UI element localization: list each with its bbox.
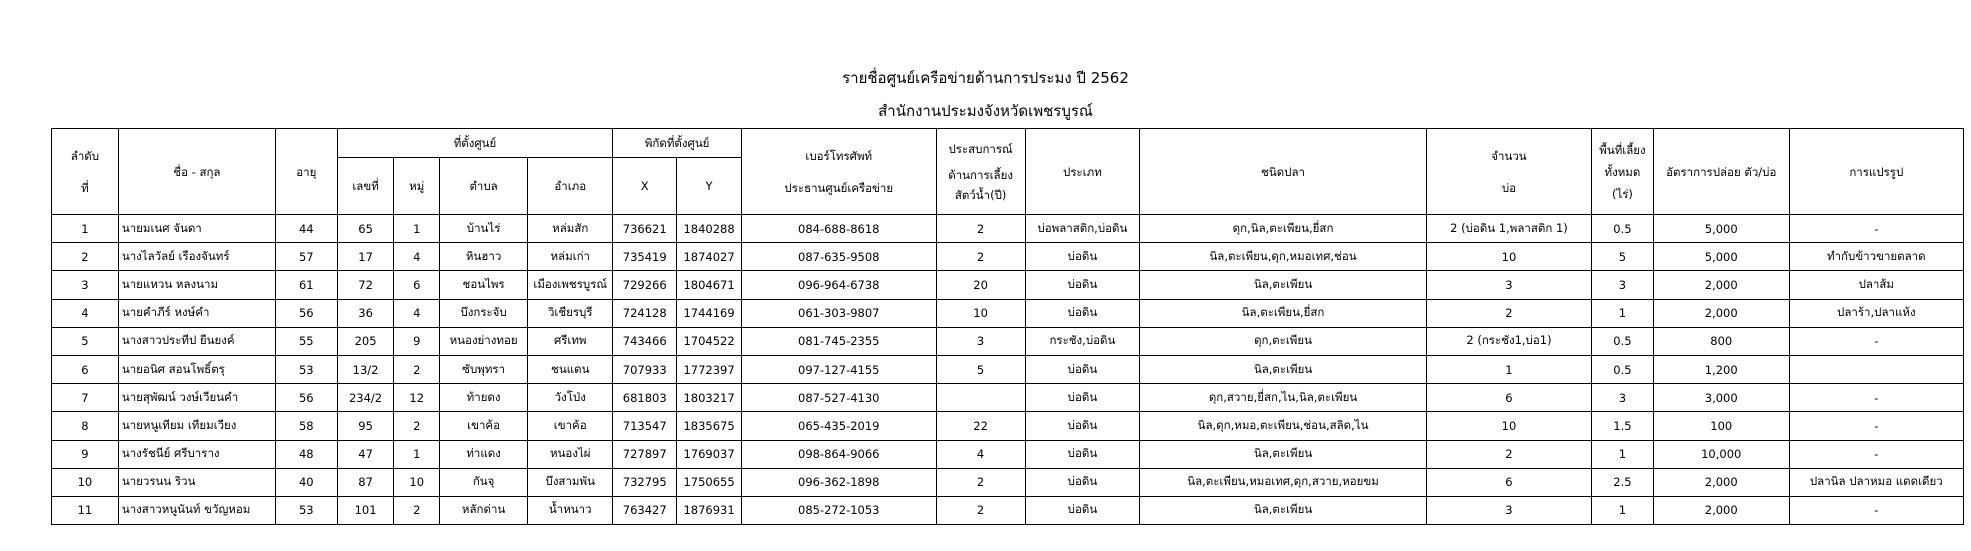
cell-type: บ่อดิน <box>1025 243 1139 271</box>
cell-name: นางไลวัลย์ เรืองจันทร์ <box>118 243 275 271</box>
cell-fish: นิล,ตะเพียน <box>1140 355 1427 383</box>
cell-processing: ทำกับข้าวขายตลาด <box>1789 243 1963 271</box>
cell-tambon: กันจุ <box>440 468 528 496</box>
header-tambon: ตำบล <box>440 158 528 215</box>
cell-tambon: ท้ายดง <box>440 384 528 412</box>
cell-phone: 097-127-4155 <box>741 355 936 383</box>
header-fish: ชนิดปลา <box>1140 129 1427 215</box>
cell-house-no: 101 <box>337 496 394 524</box>
cell-name: นายมเนศ จันดา <box>118 215 275 243</box>
cell-name: นายคำภีร์ หงษ์คำ <box>118 299 275 327</box>
cell-no: 2 <box>52 243 119 271</box>
cell-x: 736621 <box>613 215 677 243</box>
cell-x: 727897 <box>613 440 677 468</box>
cell-processing: - <box>1789 327 1963 355</box>
cell-release-rate: 3,000 <box>1653 384 1789 412</box>
table-row <box>52 299 1964 327</box>
cell-house-no: 17 <box>337 243 394 271</box>
cell-area: 1.5 <box>1592 412 1654 440</box>
cell-experience: 3 <box>936 327 1025 355</box>
table-body <box>52 215 1964 525</box>
cell-processing: - <box>1789 384 1963 412</box>
header-no-line1: ลำดับ <box>70 148 100 163</box>
header-x: X <box>613 158 677 215</box>
cell-tambon: ซับพุทรา <box>440 355 528 383</box>
cell-processing: ปลาร้า,ปลาแห้ง <box>1789 299 1963 327</box>
table-row <box>52 412 1964 440</box>
cell-house-no: 65 <box>337 215 394 243</box>
cell-experience: 22 <box>936 412 1025 440</box>
cell-age: 53 <box>275 355 337 383</box>
cell-type: กระชัง,บ่อดิน <box>1025 327 1139 355</box>
cell-phone: 087-635-9508 <box>741 243 936 271</box>
cell-type: บ่อดิน <box>1025 355 1139 383</box>
cell-no: 8 <box>52 412 119 440</box>
cell-fish: นิล,ตะเพียน,หมอเทศ,ดุก,สวาย,หอยขม <box>1140 468 1427 496</box>
cell-moo: 4 <box>394 243 440 271</box>
cell-type: บ่อดิน <box>1025 271 1139 299</box>
table-row <box>52 468 1964 496</box>
cell-name: นายสุพัฒน์ วงษ์เวียนคำ <box>118 384 275 412</box>
cell-amphoe: บึงสามพัน <box>528 468 613 496</box>
cell-release-rate: 2,000 <box>1653 496 1789 524</box>
cell-fish: นิล,ตะเพียน <box>1140 496 1427 524</box>
cell-age: 58 <box>275 412 337 440</box>
table-row <box>52 243 1964 271</box>
cell-x: 743466 <box>613 327 677 355</box>
cell-phone: 081-745-2355 <box>741 327 936 355</box>
cell-count: 3 <box>1426 496 1591 524</box>
cell-experience <box>936 384 1025 412</box>
cell-amphoe: ชนแดน <box>528 355 613 383</box>
header-amphoe: อำเภอ <box>528 158 613 215</box>
cell-release-rate: 10,000 <box>1653 440 1789 468</box>
header-count <box>1426 129 1591 215</box>
cell-experience: 2 <box>936 215 1025 243</box>
cell-fish: นิล,ตะเพียน <box>1140 271 1427 299</box>
cell-area: 1 <box>1592 299 1654 327</box>
cell-x: 763427 <box>613 496 677 524</box>
cell-count: 10 <box>1426 243 1591 271</box>
table-row <box>52 440 1964 468</box>
cell-phone: 087-527-4130 <box>741 384 936 412</box>
cell-no: 9 <box>52 440 119 468</box>
cell-phone: 065-435-2019 <box>741 412 936 440</box>
cell-y: 1835675 <box>677 412 742 440</box>
cell-no: 5 <box>52 327 119 355</box>
cell-tambon: เขาค้อ <box>440 412 528 440</box>
header-exp-line1: ประสบการณ์ <box>948 141 1013 156</box>
cell-amphoe: เมืองเพชรบูรณ์ <box>528 271 613 299</box>
cell-experience: 2 <box>936 243 1025 271</box>
cell-amphoe: วิเชียรบุรี <box>528 299 613 327</box>
header-exp-line2: ด้านการเลี้ยง <box>948 167 1013 182</box>
cell-phone: 096-964-6738 <box>741 271 936 299</box>
cell-area: 0.5 <box>1592 215 1654 243</box>
cell-no: 4 <box>52 299 119 327</box>
cell-y: 1876931 <box>677 496 742 524</box>
cell-no: 10 <box>52 468 119 496</box>
cell-processing: - <box>1789 412 1963 440</box>
header-area-line2: ทั้งหมด <box>1604 164 1641 179</box>
header-no <box>52 129 119 215</box>
cell-area: 2.5 <box>1592 468 1654 496</box>
cell-tambon: หินฮาว <box>440 243 528 271</box>
cell-type: บ่อดิน <box>1025 384 1139 412</box>
cell-experience: 5 <box>936 355 1025 383</box>
cell-release-rate: 2,000 <box>1653 299 1789 327</box>
cell-phone: 061-303-9807 <box>741 299 936 327</box>
cell-moo: 4 <box>394 299 440 327</box>
cell-amphoe: หล่มสัก <box>528 215 613 243</box>
cell-processing: - <box>1789 215 1963 243</box>
header-coordinates: พิกัดที่ตั้งศูนย์ <box>613 129 742 158</box>
cell-moo: 1 <box>394 440 440 468</box>
header-release-rate: อัตราการปล่อย ตัว/บ่อ <box>1653 129 1789 215</box>
cell-tambon: ชอนไพร <box>440 271 528 299</box>
cell-amphoe: หนองไผ่ <box>528 440 613 468</box>
cell-fish: ดุก,สวาย,ยี่สก,ไน,นิล,ตะเพียน <box>1140 384 1427 412</box>
cell-fish: ดุก,ตะเพียน <box>1140 327 1427 355</box>
header-no-line2: ที่ <box>81 180 89 195</box>
table-header <box>52 129 1964 215</box>
cell-no: 3 <box>52 271 119 299</box>
cell-type: บ่อดิน <box>1025 468 1139 496</box>
table-row <box>52 215 1964 243</box>
cell-moo: 1 <box>394 215 440 243</box>
cell-phone: 098-864-9066 <box>741 440 936 468</box>
cell-amphoe: หล่มเก่า <box>528 243 613 271</box>
page-subtitle: สำนักงานประมงจังหวัดเพชรบูรณ์ <box>878 102 1093 120</box>
cell-y: 1772397 <box>677 355 742 383</box>
cell-type: บ่อดิน <box>1025 440 1139 468</box>
cell-area: 3 <box>1592 271 1654 299</box>
cell-moo: 2 <box>394 496 440 524</box>
cell-y: 1769037 <box>677 440 742 468</box>
cell-x: 724128 <box>613 299 677 327</box>
cell-type: บ่อดิน <box>1025 496 1139 524</box>
header-exp-line3: สัตว์น้ำ(ปี) <box>954 187 1007 202</box>
header-area-line1: พื้นที่เลี้ยง <box>1599 142 1646 157</box>
cell-y: 1750655 <box>677 468 742 496</box>
cell-tambon: หนองย่างทอย <box>440 327 528 355</box>
cell-house-no: 72 <box>337 271 394 299</box>
cell-x: 735419 <box>613 243 677 271</box>
cell-experience: 2 <box>936 468 1025 496</box>
cell-no: 11 <box>52 496 119 524</box>
cell-area: 3 <box>1592 384 1654 412</box>
cell-count: 2 (กระชัง1,บ่อ1) <box>1426 327 1591 355</box>
cell-age: 56 <box>275 384 337 412</box>
cell-count: 10 <box>1426 412 1591 440</box>
header-y: Y <box>677 158 742 215</box>
cell-age: 48 <box>275 440 337 468</box>
cell-type: บ่อดิน <box>1025 299 1139 327</box>
cell-name: นายวรนน ริวน <box>118 468 275 496</box>
cell-count: 3 <box>1426 271 1591 299</box>
cell-amphoe: วังโป่ง <box>528 384 613 412</box>
cell-fish: นิล,ตะเพียน <box>1140 440 1427 468</box>
header-area <box>1592 129 1654 215</box>
cell-moo: 2 <box>394 412 440 440</box>
cell-house-no: 205 <box>337 327 394 355</box>
cell-moo: 12 <box>394 384 440 412</box>
cell-age: 44 <box>275 215 337 243</box>
cell-y: 1744169 <box>677 299 742 327</box>
cell-name: นายอนิศ สอนโพธิ์ตรุ <box>118 355 275 383</box>
cell-amphoe: น้ำหนาว <box>528 496 613 524</box>
cell-release-rate: 1,200 <box>1653 355 1789 383</box>
cell-y: 1803217 <box>677 384 742 412</box>
cell-release-rate: 800 <box>1653 327 1789 355</box>
cell-experience: 2 <box>936 496 1025 524</box>
header-house-no: เลขที่ <box>337 158 394 215</box>
cell-processing: - <box>1789 440 1963 468</box>
cell-no: 7 <box>52 384 119 412</box>
cell-tambon: บ้านไร่ <box>440 215 528 243</box>
cell-release-rate: 5,000 <box>1653 243 1789 271</box>
fishery-network-table <box>51 128 1964 525</box>
cell-house-no: 234/2 <box>337 384 394 412</box>
cell-processing <box>1789 355 1963 383</box>
cell-fish: นิล,ตะเพียน,ดุก,หมอเทศ,ช่อน <box>1140 243 1427 271</box>
cell-release-rate: 2,000 <box>1653 271 1789 299</box>
page-title: รายชื่อศูนย์เครือข่ายด้านการประมง ปี 2562 <box>842 69 1129 87</box>
header-name: ชื่อ - สกุล <box>118 129 275 215</box>
table-row <box>52 384 1964 412</box>
cell-release-rate: 2,000 <box>1653 468 1789 496</box>
cell-amphoe: เขาค้อ <box>528 412 613 440</box>
table-row <box>52 496 1964 524</box>
cell-area: 1 <box>1592 440 1654 468</box>
table-row <box>52 271 1964 299</box>
cell-area: 1 <box>1592 496 1654 524</box>
cell-y: 1840288 <box>677 215 742 243</box>
cell-x: 729266 <box>613 271 677 299</box>
cell-age: 53 <box>275 496 337 524</box>
cell-no: 6 <box>52 355 119 383</box>
cell-moo: 9 <box>394 327 440 355</box>
table-row <box>52 355 1964 383</box>
cell-release-rate: 100 <box>1653 412 1789 440</box>
cell-experience: 10 <box>936 299 1025 327</box>
cell-moo: 10 <box>394 468 440 496</box>
cell-processing: ปลานิล ปลาหมอ แดดเดียว <box>1789 468 1963 496</box>
cell-fish: ดุก,นิล,ตะเพียน,ยี่สก <box>1140 215 1427 243</box>
cell-count: 2 <box>1426 440 1591 468</box>
cell-count: 1 <box>1426 355 1591 383</box>
cell-age: 56 <box>275 299 337 327</box>
cell-type: บ่อดิน <box>1025 412 1139 440</box>
cell-count: 6 <box>1426 384 1591 412</box>
cell-phone: 084-688-8618 <box>741 215 936 243</box>
cell-x: 713547 <box>613 412 677 440</box>
cell-house-no: 95 <box>337 412 394 440</box>
cell-age: 55 <box>275 327 337 355</box>
cell-x: 732795 <box>613 468 677 496</box>
cell-house-no: 47 <box>337 440 394 468</box>
header-count-line2: บ่อ <box>1501 180 1517 195</box>
header-type: ประเภท <box>1025 129 1139 215</box>
cell-moo: 6 <box>394 271 440 299</box>
cell-house-no: 36 <box>337 299 394 327</box>
cell-phone: 085-272-1053 <box>741 496 936 524</box>
header-count-line1: จำนวน <box>1491 148 1527 163</box>
header-phone <box>741 129 936 215</box>
cell-house-no: 13/2 <box>337 355 394 383</box>
cell-processing: ปลาส้ม <box>1789 271 1963 299</box>
cell-phone: 096-362-1898 <box>741 468 936 496</box>
cell-count: 2 (บ่อดิน 1,พลาสติก 1) <box>1426 215 1591 243</box>
header-phone-line1: เบอร์โทรศัพท์ <box>805 148 873 163</box>
cell-x: 681803 <box>613 384 677 412</box>
cell-experience: 20 <box>936 271 1025 299</box>
cell-name: นางรัชนีย์ ศรีบาราง <box>118 440 275 468</box>
cell-y: 1704522 <box>677 327 742 355</box>
cell-area: 0.5 <box>1592 327 1654 355</box>
cell-experience: 4 <box>936 440 1025 468</box>
header-location: ที่ตั้งศูนย์ <box>337 129 613 158</box>
cell-name: นางสาวหนูนันท์ ขวัญหอม <box>118 496 275 524</box>
cell-x: 707933 <box>613 355 677 383</box>
cell-count: 2 <box>1426 299 1591 327</box>
header-phone-line2: ประธานศูนย์เครือข่าย <box>784 180 894 195</box>
header-processing: การแปรรูป <box>1789 129 1963 215</box>
cell-release-rate: 5,000 <box>1653 215 1789 243</box>
cell-y: 1874027 <box>677 243 742 271</box>
header-moo: หมู่ <box>394 158 440 215</box>
cell-name: นายหนูเทียม เทียมเวียง <box>118 412 275 440</box>
header-age: อายุ <box>275 129 337 215</box>
cell-area: 5 <box>1592 243 1654 271</box>
cell-count: 6 <box>1426 468 1591 496</box>
cell-tambon: บึงกระจับ <box>440 299 528 327</box>
cell-fish: นิล,ตะเพียน,ยี่สก <box>1140 299 1427 327</box>
cell-tambon: ท่าแดง <box>440 440 528 468</box>
cell-fish: นิล,ดุก,หมอ,ตะเพียน,ช่อน,สลิด,ไน <box>1140 412 1427 440</box>
cell-house-no: 87 <box>337 468 394 496</box>
cell-age: 57 <box>275 243 337 271</box>
table-row <box>52 327 1964 355</box>
cell-area: 0.5 <box>1592 355 1654 383</box>
cell-tambon: หลักด่าน <box>440 496 528 524</box>
cell-age: 40 <box>275 468 337 496</box>
cell-y: 1804671 <box>677 271 742 299</box>
cell-processing: - <box>1789 496 1963 524</box>
cell-amphoe: ศรีเทพ <box>528 327 613 355</box>
cell-name: นายแหวน หลงนาม <box>118 271 275 299</box>
cell-type: บ่อพลาสติก,บ่อดิน <box>1025 215 1139 243</box>
cell-name: นางสาวประทีป ยืนยงค์ <box>118 327 275 355</box>
cell-age: 61 <box>275 271 337 299</box>
cell-no: 1 <box>52 215 119 243</box>
cell-moo: 2 <box>394 355 440 383</box>
header-experience <box>936 129 1025 215</box>
header-area-line3: (ไร่) <box>1611 186 1633 201</box>
